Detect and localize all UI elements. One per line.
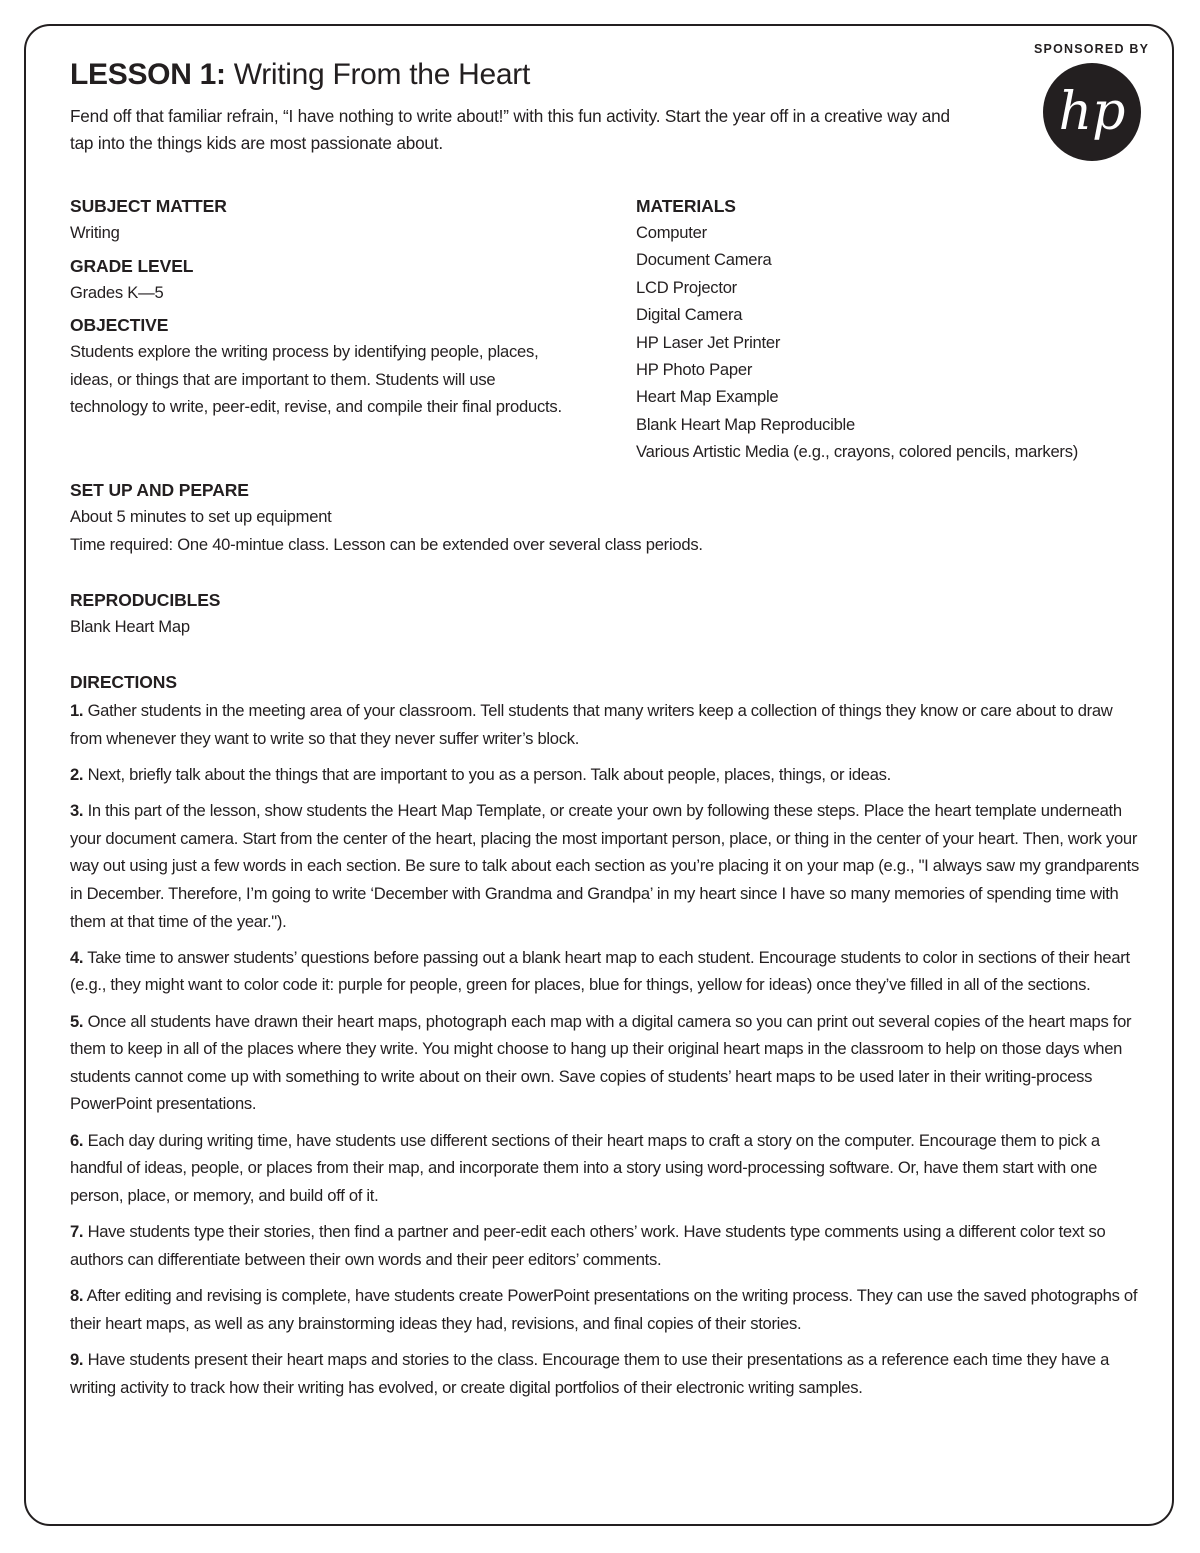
setup-section [70, 477, 1130, 558]
list-item: Digital Camera [636, 305, 743, 325]
list-item: LCD Projector [636, 277, 737, 297]
step-number: 1. [70, 701, 84, 720]
grade-heading: GRADE LEVEL [70, 255, 194, 276]
step-number: 4. [70, 947, 84, 967]
step-text: Once all students have drawn their heart maps, photograph each map with a digital camera so you can print out several copies of the heart maps for them to keep in all of the places where they write. You might choose to hang up their original heart maps in the classroom to help on those days when students cannot come up with something to write about on their own. Save copies of students’ heart maps to be used later in their writing-process PowerPoint presentations. [70, 1011, 1132, 1114]
list-item: Document Camera [636, 250, 772, 270]
lesson-number: LESSON 1: [70, 58, 226, 91]
list-item: Various Artistic Media (e.g., crayons, colored pencils, markers) [636, 442, 1079, 462]
subject-value: Writing [70, 223, 120, 242]
reproducibles-section [70, 587, 1130, 641]
direction-step [70, 761, 1140, 789]
grade-value: Grades K—5 [70, 282, 164, 302]
objective-text: Students explore the writing process by identifying people, places, ideas, or things that are important to them. Students will use technology to write, peer-edit, revise, and compile their final products. [70, 342, 562, 416]
sponsored-by-label: SPONSORED BY [1034, 42, 1150, 56]
step-text: Take time to answer students’ questions before passing out a blank heart map to each student. Encourage students to color in sections of their heart (e.g., they might want to color code it: purple for people, green for places, blue for things, yellow for ideas) once they’ve filled in all of the sections. [70, 947, 1130, 995]
objective-heading: OBJECTIVE [70, 315, 169, 335]
intro-text: Fend off that familiar refrain, “I have nothing to write about!” with this fun activity. Start the year off in a creative way and tap into the things kids are most passionate about. [70, 106, 950, 153]
direction-step [70, 1218, 1140, 1273]
direction-step [70, 697, 1140, 752]
list-item: HP Photo Paper [636, 360, 753, 380]
setup-heading: SET UP AND PEPARE [70, 480, 249, 500]
step-text: In this part of the lesson, show students the Heart Map Template, or create your own by following these steps. Place the heart template underneath your document camera. Start from the center of the heart, placing the most important person, place, or thing in the center of your heart. Then, work your way out using just a few words in each section. Be sure to talk about each section as you’re placing it on your map (e.g., "I always saw my grandparents in December. Therefore, I’m going to write ‘December with Grandma and Grandpa’ in my heart since I have so many memories of spending time with them at that time of the year."). [70, 801, 1139, 931]
step-number: 5. [70, 1011, 84, 1031]
list-item: HP Laser Jet Printer [636, 332, 781, 352]
list-item: Computer [636, 223, 707, 242]
lesson-title: Writing From the Heart [233, 58, 530, 91]
step-number: 2. [70, 764, 84, 784]
step-text: Have students type their stories, then find a partner and peer-edit each others’ work. Have students type comments using a different color text so authors can differentiate between their own words and their peer editors’ comments. [70, 1222, 1106, 1269]
materials-list [636, 219, 1156, 466]
hp-logo-icon [1042, 62, 1142, 162]
subject-heading: SUBJECT MATTER [70, 196, 227, 216]
setup-line-1: About 5 minutes to set up equipment [70, 507, 332, 526]
lesson-info-column [70, 193, 590, 421]
step-number: 6. [70, 1130, 84, 1150]
step-text: Next, briefly talk about the things that are important to you as a person. Talk about people, places, things, or ideas. [87, 764, 891, 784]
step-text: Have students present their heart maps and stories to the class. Encourage them to use their presentations as a reference each time they have a writing activity to track how their writing has evolved, or create digital portfolios of their electronic writing samples. [70, 1349, 1110, 1397]
directions-section [70, 669, 1140, 1410]
reproducibles-value: Blank Heart Map [70, 617, 190, 636]
setup-line-2: Time required: One 40-mintue class. Lesson can be extended over several class periods. [70, 534, 703, 554]
direction-step [70, 1282, 1140, 1337]
list-item: Heart Map Example [636, 387, 779, 407]
step-number: 9. [70, 1349, 84, 1369]
step-text: Each day during writing time, have students use different sections of their heart maps to craft a story on the computer. Encourage them to pick a handful of ideas, people, or places from their map, and incorporate them into a story using word-processing software. Or, have them start with one person, place, or memory, and build off of it. [70, 1130, 1100, 1205]
page-title [70, 58, 530, 92]
direction-step [70, 797, 1140, 935]
direction-step [70, 1008, 1140, 1118]
step-number: 7. [70, 1222, 84, 1242]
step-number: 3. [70, 801, 84, 821]
step-text: Gather students in the meeting area of your classroom. Tell students that many writers keep a collection of things they know or care about to draw from whenever they want to write so that they never suffer writer’s block. [70, 701, 1113, 748]
materials-column [636, 193, 1156, 466]
step-text: After editing and revising is complete, have students create PowerPoint presentations on the writing process. They can use the saved photographs of their heart maps, as well as any brainstorming ideas they had, revisions, and final copies of their stories. [70, 1286, 1138, 1333]
directions-heading: DIRECTIONS [70, 672, 177, 692]
direction-step [70, 944, 1140, 999]
reproducibles-heading: REPRODUCIBLES [70, 590, 221, 610]
direction-step [70, 1346, 1140, 1401]
materials-heading: MATERIALS [636, 196, 736, 216]
hp-logo-text: hp [1058, 82, 1126, 142]
list-item: Blank Heart Map Reproducible [636, 414, 855, 434]
direction-step [70, 1127, 1140, 1210]
step-number: 8. [70, 1286, 84, 1306]
